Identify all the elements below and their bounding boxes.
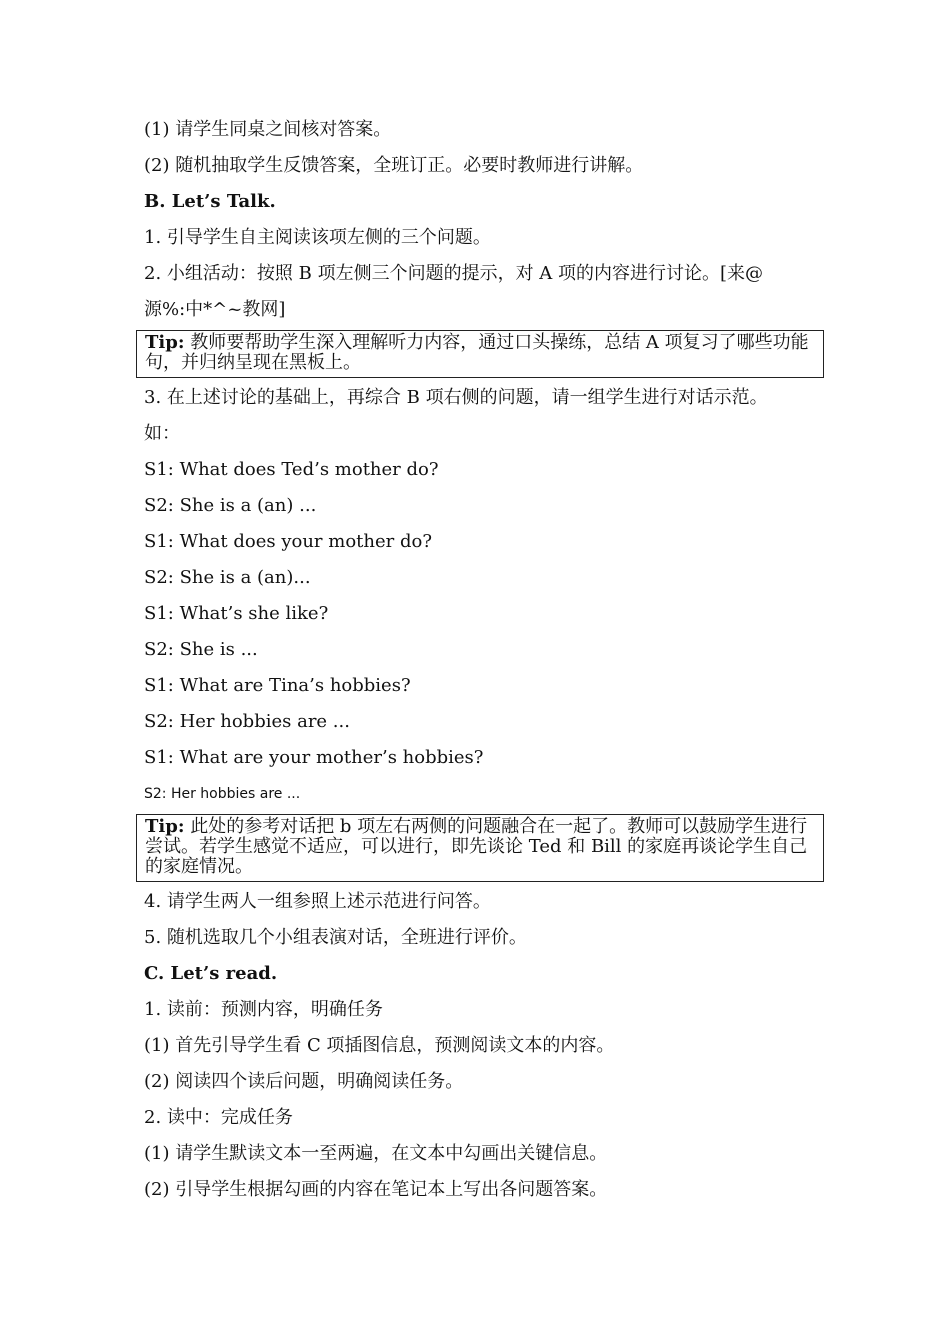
tip-text: 此处的参考对话把 b 项左右两侧的问题融合在一起了。教师可以鼓励学生进行尝试。若学生感觉不适应，可以进行，即先谈论 Ted 和 Bill 的家庭再谈论学生自己的家庭情况。 bbox=[145, 816, 808, 877]
section-c-heading: C. Let’s read. bbox=[144, 963, 278, 984]
section-b-step-3: 3. 在上述讨论的基础上，再综合 B 项右侧的问题，请一组学生进行对话示范。 bbox=[144, 387, 768, 408]
pre-reading-title: 1. 读前：预测内容，明确任务 bbox=[144, 999, 383, 1020]
while-reading-item-2: (2) 引导学生根据勾画的内容在笔记本上写出各问题答案。 bbox=[144, 1179, 608, 1200]
section-b-step-2: 2. 小组活动：按照 B 项左侧三个问题的提示，对 A 项的内容进行讨论。[来@ bbox=[144, 263, 764, 284]
dialogue-line: S2: Her hobbies are ... bbox=[144, 711, 350, 732]
dialogue-line: S1: What’s she like? bbox=[144, 603, 329, 624]
while-reading-title: 2. 读中：完成任务 bbox=[144, 1107, 293, 1128]
dialogue-line: S2: She is a (an) ... bbox=[144, 495, 317, 516]
dialogue-list bbox=[144, 452, 816, 812]
dialogue-line: S1: What are your mother’s hobbies? bbox=[144, 747, 484, 768]
tip-label: Tip: bbox=[145, 332, 185, 353]
tip-label: Tip: bbox=[145, 816, 185, 837]
dialogue-line: S2: She is ... bbox=[144, 639, 258, 660]
pre-reading-item-1: (1) 首先引导学生看 C 项插图信息，预测阅读文本的内容。 bbox=[144, 1035, 615, 1056]
tip-text: 教师要帮助学生深入理解听力内容，通过口头操练，总结 A 项复习了哪些功能句，并归纳呈现在黑板上。 bbox=[145, 332, 809, 373]
section-b-step-1: 1. 引导学生自主阅读该项左侧的三个问题。 bbox=[144, 227, 491, 248]
section-b-step-2-continued: 源%:中*^~教网] bbox=[144, 299, 286, 320]
dialogue-line: S1: What are Tina’s hobbies? bbox=[144, 675, 411, 696]
section-b-step-4: 4. 请学生两人一组参照上述示范进行问答。 bbox=[144, 891, 491, 912]
tip-box-2 bbox=[136, 814, 824, 882]
paragraph-a-item-2: (2) 随机抽取学生反馈答案，全班订正。必要时教师进行讲解。 bbox=[144, 155, 644, 176]
tip-box-1 bbox=[136, 330, 824, 378]
dialogue-line: S1: What does Ted’s mother do? bbox=[144, 459, 439, 480]
section-b-heading: B. Let’s Talk. bbox=[144, 191, 276, 212]
section-b-step-5: 5. 随机选取几个小组表演对话，全班进行评价。 bbox=[144, 927, 527, 948]
while-reading-item-1: (1) 请学生默读文本一至两遍，在文本中勾画出关键信息。 bbox=[144, 1143, 608, 1164]
paragraph-a-item-1: (1) 请学生同桌之间核对答案。 bbox=[144, 119, 392, 140]
dialogue-line: S1: What does your mother do? bbox=[144, 531, 432, 552]
dialogue-line-last: S2: Her hobbies are ... bbox=[144, 786, 301, 802]
pre-reading-item-2: (2) 阅读四个读后问题，明确阅读任务。 bbox=[144, 1071, 464, 1092]
document-page bbox=[144, 112, 816, 1208]
dialogue-line: S2: She is a (an)... bbox=[144, 567, 311, 588]
example-label: 如： bbox=[144, 423, 180, 444]
